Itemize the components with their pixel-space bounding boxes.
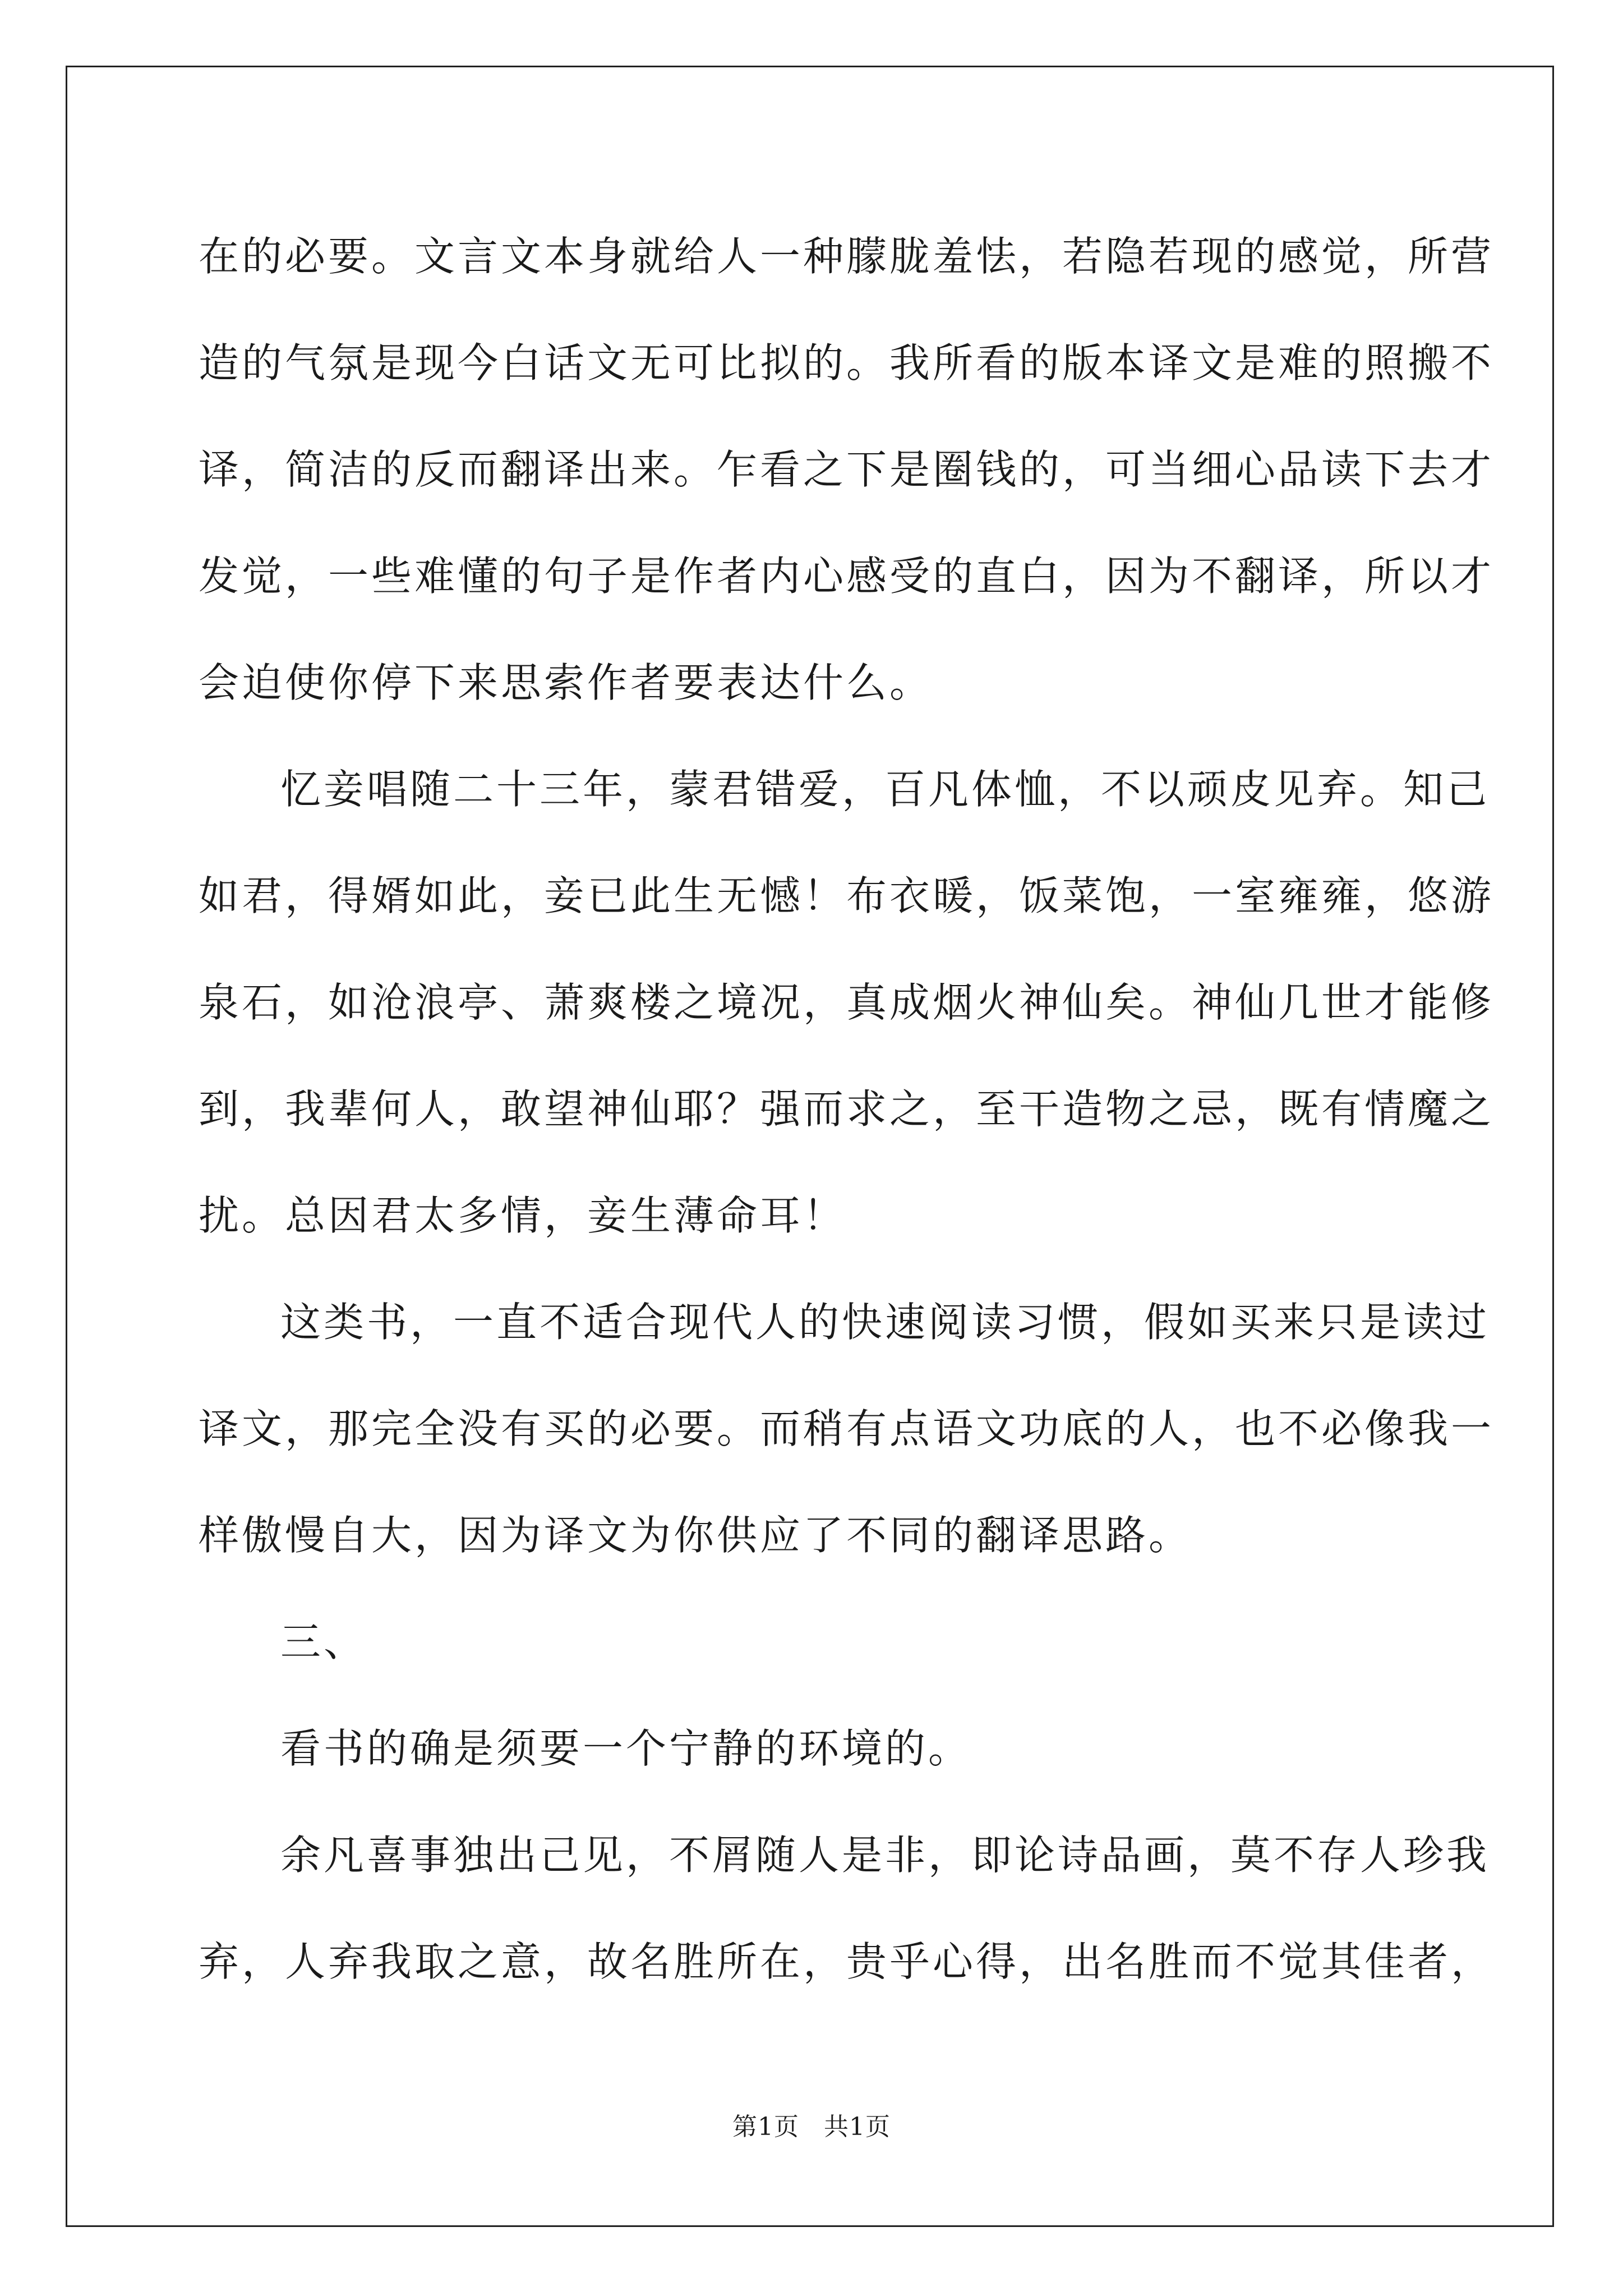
text-line: 造的气氛是现今白话文无可比拟的。我所看的版本译文是难的照搬不 xyxy=(199,339,1495,386)
paragraph xyxy=(199,203,1495,736)
paragraph xyxy=(199,1269,1495,1589)
text-line: 看书的确是须要一个宁静的环境的。 xyxy=(280,1725,972,1772)
text-line: 如君，得婿如此，妾已此生无憾！布衣暖，饭菜饱，一室雍雍，悠游 xyxy=(199,872,1495,919)
text-line: 译文，那完全没有买的必要。而稍有点语文功底的人，也不必像我一 xyxy=(199,1405,1495,1452)
section-heading xyxy=(199,1589,1424,1695)
text-line: 在的必要。文言文本身就给人一种朦胧羞怯，若隐若现的感觉，所营 xyxy=(199,233,1495,280)
text-line: 译，简洁的反而翻译出来。乍看之下是圈钱的，可当细心品读下去才 xyxy=(199,446,1495,493)
text-line: 弃，人弃我取之意，故名胜所在，贵乎心得，出名胜而不觉其佳者， xyxy=(199,1938,1495,1985)
paragraph xyxy=(199,736,1495,1269)
page-number-current: 第1页 xyxy=(732,2113,799,2141)
text-line: 发觉，一些难懂的句子是作者内心感受的直白，因为不翻译，所以才 xyxy=(199,553,1495,600)
text-line: 会迫使你停下来思索作者要表达什么。 xyxy=(199,659,933,706)
text-line: 扰。总因君太多情，妾生薄命耳！ xyxy=(199,1192,847,1239)
paragraph xyxy=(199,1695,1424,1802)
text-line: 到，我辈何人，敢望神仙耶？强而求之，至干造物之忌，既有情魔之 xyxy=(199,1085,1495,1133)
text-line: 三、 xyxy=(280,1618,367,1665)
text-line: 泉石，如沧浪亭、萧爽楼之境况，真成烟火神仙矣。神仙几世才能修 xyxy=(199,979,1495,1026)
paragraph xyxy=(199,1802,1495,2015)
text-line: 这类书，一直不适合现代人的快速阅读习惯，假如买来只是读过 xyxy=(280,1299,1490,1346)
page-number-total: 共1页 xyxy=(824,2113,891,2141)
text-line: 余凡喜事独出己见，不屑随人是非，即论诗品画，莫不存人珍我 xyxy=(280,1832,1490,1879)
page-footer xyxy=(0,2106,1623,2142)
text-line: 样傲慢自大，因为译文为你供应了不同的翻译思路。 xyxy=(199,1512,1192,1559)
text-line: 忆妾唱随二十三年，蒙君错爱，百凡体恤，不以顽皮见弃。知己 xyxy=(280,766,1490,813)
document-body xyxy=(199,203,1495,2015)
